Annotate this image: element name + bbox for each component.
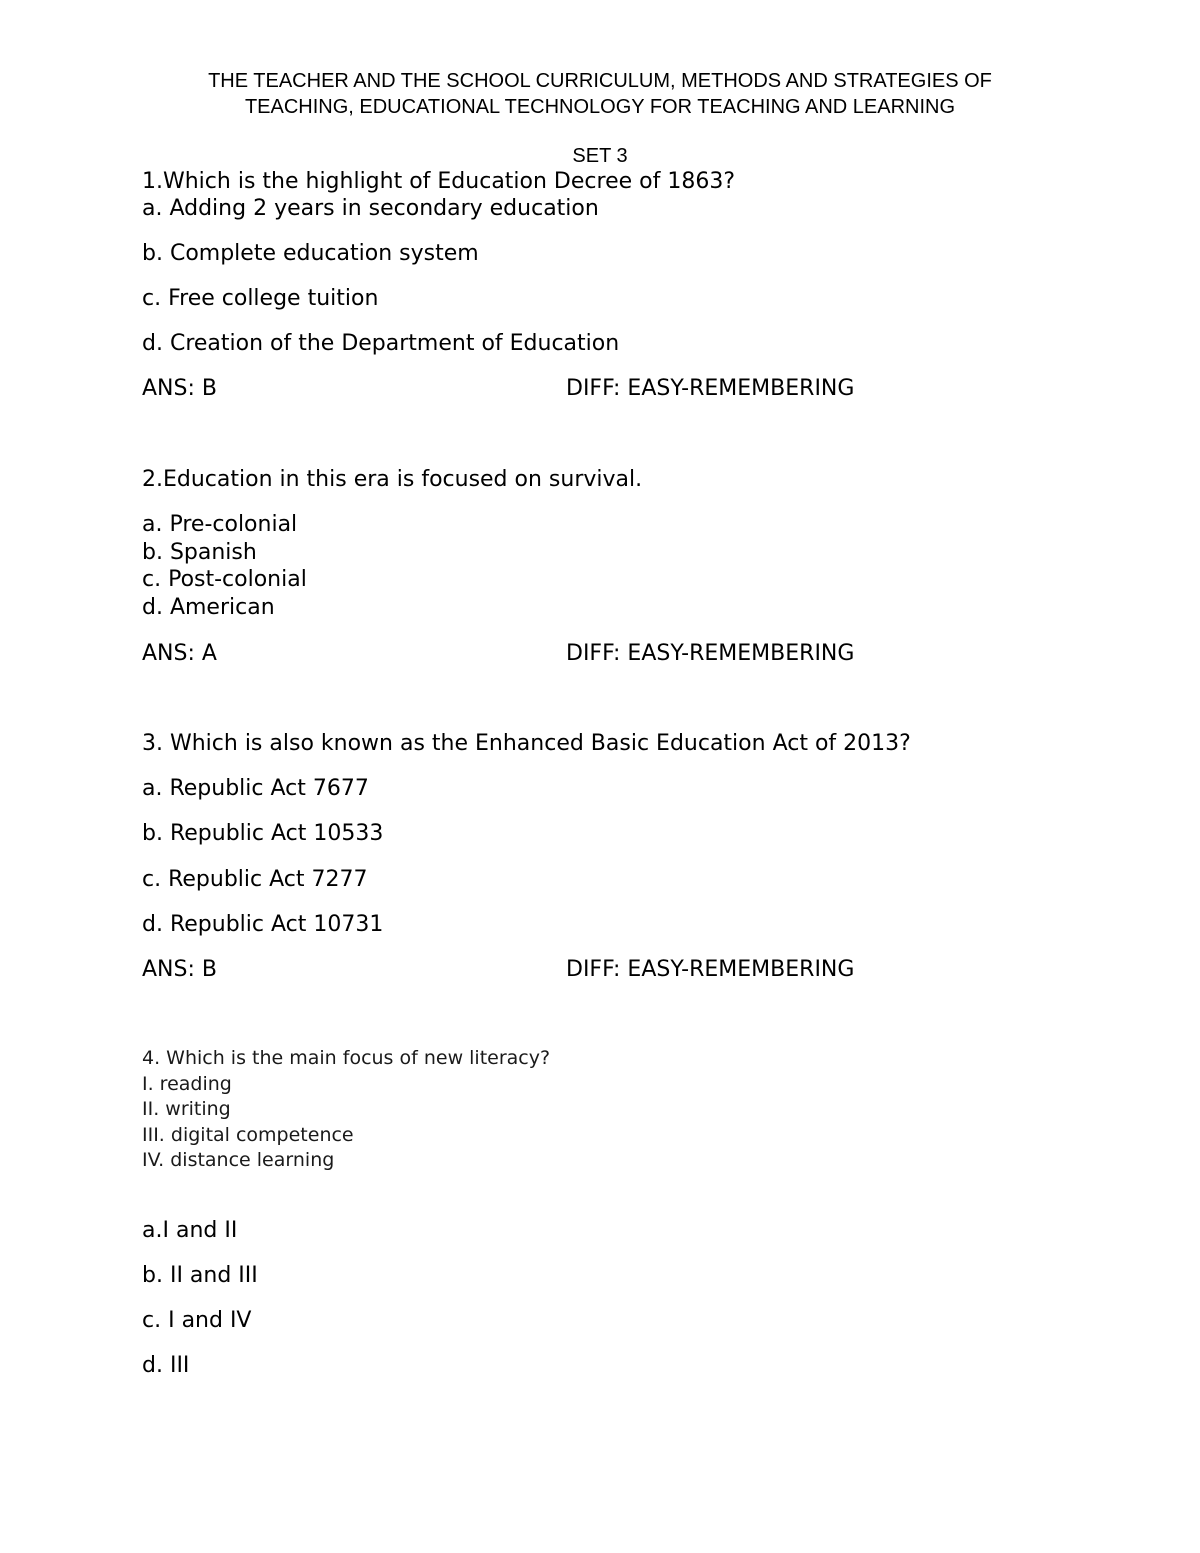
q4-item-1: I. reading <box>142 1073 232 1095</box>
header-title-line-2: TEACHING, EDUCATIONAL TECHNOLOGY FOR TEACHING AND LEARNING <box>244 96 956 118</box>
q3-question: 3. Which is also known as the Enhanced Basic Education Act of 2013? <box>142 731 911 756</box>
q3-option-a: a. Republic Act 7677 <box>142 776 369 801</box>
q2-option-b: b. Spanish <box>142 540 257 565</box>
q3-answer: ANS: B <box>142 957 217 982</box>
q4-question: 4. Which is the main focus of new literacy? <box>142 1047 551 1069</box>
q1-answer: ANS: B <box>142 376 217 401</box>
q1-option-c: c. Free college tuition <box>142 286 379 311</box>
q1-option-a: a. Adding 2 years in secondary education <box>142 196 599 221</box>
q2-option-c: c. Post-colonial <box>142 567 307 592</box>
q1-difficulty: DIFF: EASY-REMEMBERING <box>566 376 855 401</box>
q1-option-b: b. Complete education system <box>142 241 479 266</box>
q3-option-d: d. Republic Act 10731 <box>142 912 384 937</box>
q3-difficulty: DIFF: EASY-REMEMBERING <box>566 957 855 982</box>
q4-item-2: II. writing <box>142 1098 231 1120</box>
header-title-line-1: THE TEACHER AND THE SCHOOL CURRICULUM, METHODS AND STRATEGIES OF <box>208 70 992 92</box>
q2-difficulty: DIFF: EASY-REMEMBERING <box>566 641 855 666</box>
set-label: SET 3 <box>572 145 628 167</box>
q4-option-d: d. III <box>142 1353 190 1378</box>
q2-option-a: a. Pre-colonial <box>142 512 298 537</box>
q2-answer: ANS: A <box>142 641 217 666</box>
q2-option-d: d. American <box>142 595 275 620</box>
q4-item-3: III. digital competence <box>142 1124 354 1146</box>
q4-option-b: b. II and III <box>142 1263 258 1288</box>
q3-option-c: c. Republic Act 7277 <box>142 867 368 892</box>
q4-item-4: IV. distance learning <box>142 1149 335 1171</box>
q4-option-a: a.I and II <box>142 1218 238 1243</box>
q1-option-d: d. Creation of the Department of Education <box>142 331 620 356</box>
q4-option-c: c. I and IV <box>142 1308 252 1333</box>
q2-question: 2.Education in this era is focused on survival. <box>142 467 643 492</box>
q1-question: 1.Which is the highlight of Education Decree of 1863? <box>142 169 735 194</box>
q3-option-b: b. Republic Act 10533 <box>142 821 384 846</box>
